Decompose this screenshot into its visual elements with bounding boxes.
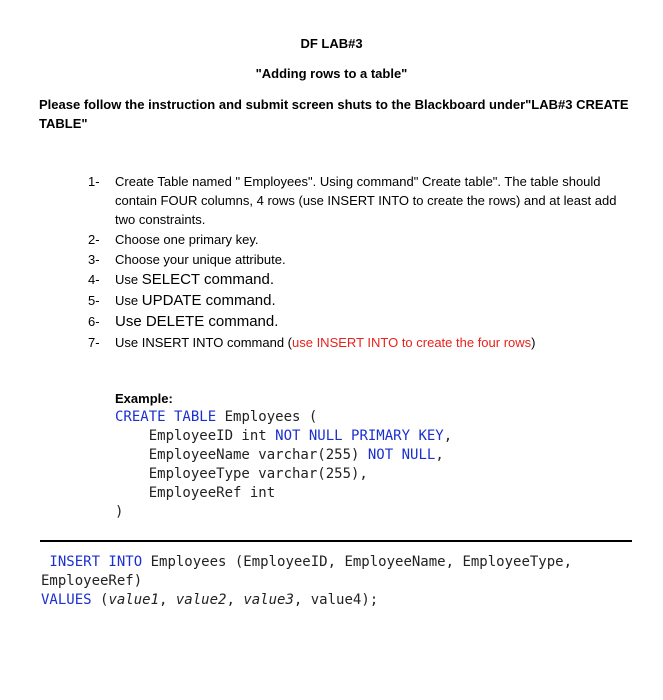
step-suffix: ) [531,335,536,350]
step-text: SELECT command. [141,271,275,288]
code-text: ) [115,504,124,520]
code-keyword: VALUES [41,592,92,608]
code-text: , [443,428,453,444]
step-text: Choose one primary key. [115,232,259,247]
code-text: EmployeeType varchar(255), [115,466,368,482]
step-item [88,333,633,352]
insert-into-code [41,553,572,610]
step-number: 6- [88,314,100,329]
code-text: Employees (EmployeeID, EmployeeName, EmployeeType, [142,554,573,570]
code-value: value1 [108,592,160,608]
code-keyword: INSERT INTO [41,554,143,570]
step-note: use INSERT INTO to create the four rows [292,335,532,350]
step-item [88,230,633,249]
step-text: Use DELETE command. [115,313,279,330]
divider-line [40,540,632,542]
code-value: value4 [310,592,362,608]
document-subtitle: "Adding rows to a table" [255,66,408,81]
code-keyword: NOT NULL PRIMARY KEY [275,428,444,444]
code-text: ( [91,592,109,608]
code-text: ); [361,592,379,608]
document-title: DF LAB#3 [300,36,363,51]
step-item [88,250,633,269]
code-text: , [293,592,311,608]
code-keyword: CREATE TABLE [115,409,217,425]
code-keyword: NOT NULL [367,447,436,463]
step-prefix: Use [115,272,142,287]
code-value: value2 [175,592,227,608]
example-label: Example: [115,391,173,406]
code-text: EmployeeRef) [41,573,143,589]
step-number: 3- [88,252,100,267]
step-item [88,291,633,311]
create-table-code [115,408,452,522]
code-text: , [226,592,244,608]
step-number: 7- [88,335,100,350]
code-text: EmployeeName varchar(255) [115,447,368,463]
step-item [88,270,633,290]
code-text: , [435,447,444,463]
step-item [88,312,633,332]
step-number: 1- [88,174,100,189]
code-text: EmployeeID int [115,428,276,444]
step-prefix: Use [115,293,142,308]
code-text: , [159,592,176,608]
steps-list [88,172,633,353]
step-number: 5- [88,293,100,308]
step-text: Use INSERT INTO command ( [115,335,292,350]
step-text: Choose your unique attribute. [115,252,286,267]
step-text: Create Table named " Employees". Using command" Create table". The table should contain FOUR columns, 4 rows (use INSERT INTO to create the rows) and at least add two constraints. [115,174,617,227]
instructions-intro: Please follow the instruction and submit screen shuts to the Blackboard under"LAB#3 CREATE TABLE" [39,97,629,131]
code-text: Employees ( [216,409,318,425]
step-number: 2- [88,232,100,247]
step-text: UPDATE command. [141,292,276,309]
code-value: value3 [243,592,294,608]
step-item [88,172,633,229]
code-text: EmployeeRef int [115,485,276,501]
step-number: 4- [88,272,100,287]
